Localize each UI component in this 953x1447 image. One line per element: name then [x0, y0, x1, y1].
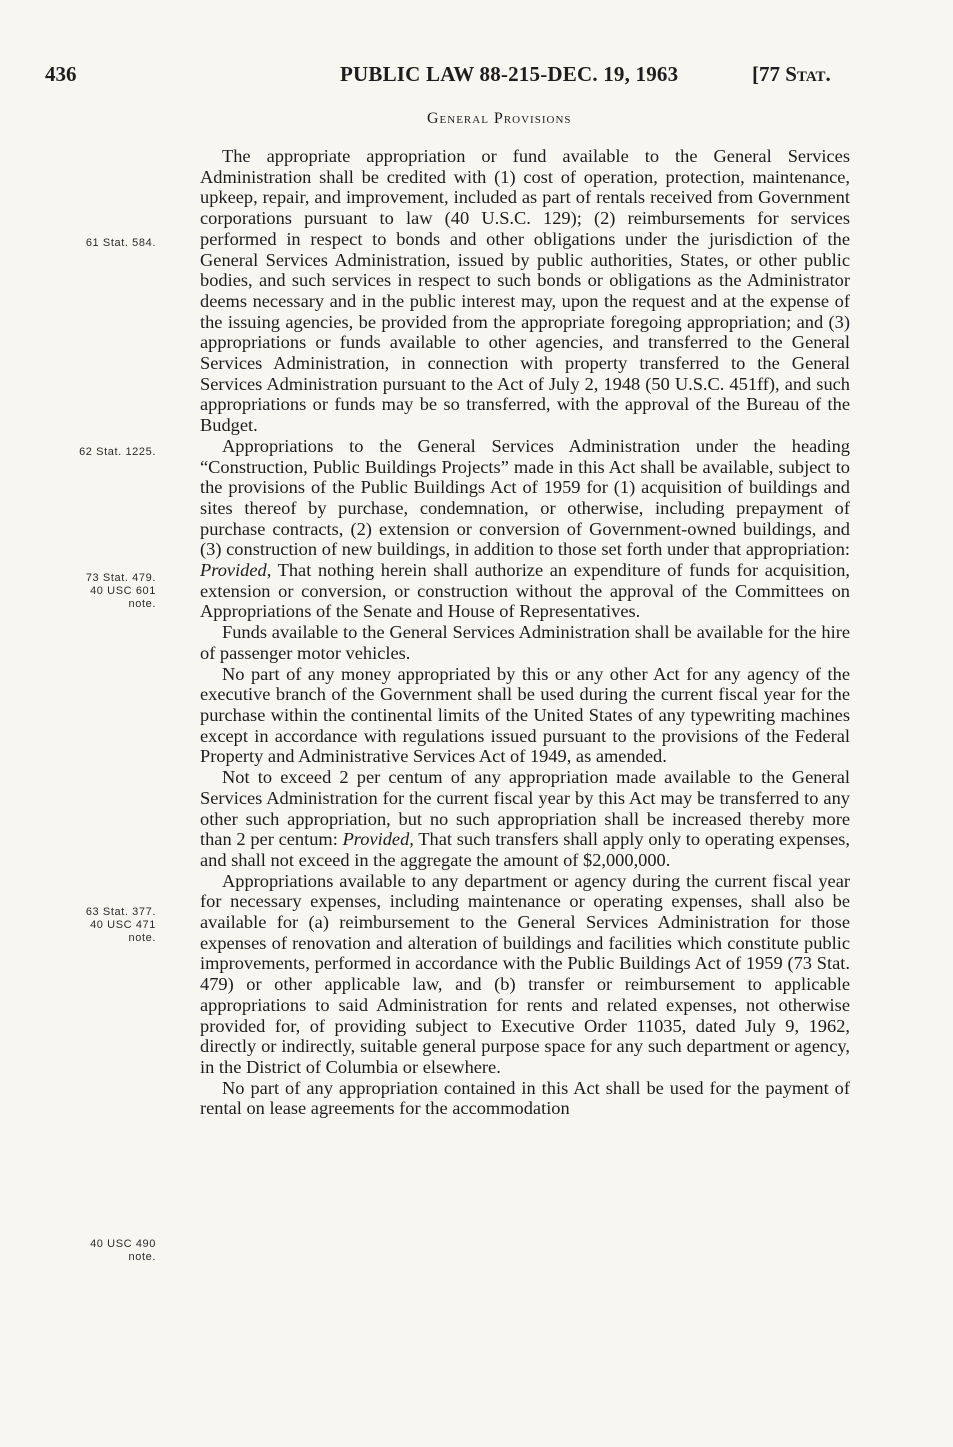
- proviso-word: Provided,: [200, 560, 272, 581]
- paragraph-text: That such transfers shall apply only to operating expenses, and shall not exceed in the aggregate the amount of $2,000,000.: [200, 829, 850, 870]
- paragraph: [200, 767, 850, 871]
- volume-prefix: [77: [752, 62, 786, 86]
- paragraph-text: Appropriations to the General Services Administration under the heading “Construction, Public Buildings Projects” made in this Act shall be available, subject to the provisions of the Public Buildings Act of 1959 for (1) acquisition of buildings and sites thereof by purchase, condemnation, or otherwise, including prepayment of purchase contracts, (2) extension or conversion of Government-owned buildings, and (3) construction of new buildings, in addition to those set forth under that appropriation:: [200, 435, 850, 560]
- margin-note-line: 73 Stat. 479.: [85, 572, 156, 584]
- margin-note-line: 62 Stat. 1225.: [79, 446, 156, 458]
- paragraph: [200, 664, 850, 768]
- paragraph: [200, 871, 850, 1078]
- paragraph-text: No part of any appropriation contained in this Act shall be used for the payment of rental on lease agreements for the accommodation: [200, 1077, 850, 1119]
- volume-suffix: Stat.: [785, 62, 831, 86]
- paragraph-text: Not to exceed 2 per centum of any appropriation made available to the General Services Administration for the current fiscal year by this Act may be transferred to any other such appropriation, but no such appropriation shall be increased thereby more than 2 per centum:: [200, 767, 850, 850]
- paragraph-text: Appropriations available to any department or agency during the current fiscal year for necessary expenses, including maintenance or operating expenses, shall also be available for (a) reimbursement to the General Services Administration for those expenses of renovation and alteration of buildings and facilities which constitute public improvements, performed in accordance with the Public Buildings Act of 1959 (73 Stat. 479) or other applicable law, and (b) transfer or reimbursement to applicable appropriations to said Administration for rents and related expenses, not otherwise provided for, of providing subject to Executive Order 11035, dated July 9, 1962, directly or indirectly, suitable general purpose space for any such department or agency, in the District of Columbia or elsewhere.: [200, 870, 850, 1077]
- running-title: PUBLIC LAW 88-215-DEC. 19, 1963: [340, 62, 679, 86]
- paragraph: [200, 146, 850, 436]
- body-text: [200, 146, 850, 1119]
- margin-note-line: note.: [128, 1251, 156, 1263]
- margin-note-line: note.: [128, 932, 156, 944]
- page-number: 436: [45, 62, 77, 86]
- margin-note-line: 40 USC 490: [90, 1238, 156, 1250]
- section-heading: General Provisions: [427, 110, 572, 127]
- margin-note: [50, 237, 156, 250]
- volume-reference: [752, 62, 831, 87]
- margin-note: [50, 446, 156, 459]
- paragraph-text: Funds available to the General Services Administration shall be available for the hire of passenger motor vehicles.: [200, 622, 850, 663]
- margin-note-line: 61 Stat. 584.: [85, 237, 156, 249]
- paragraph-text: No part of any money appropriated by this or any other Act for any agency of the executive branch of the Government shall be used during the current fiscal year for the purchase within the continental limits of the United States of any typewriting machines except in accordance with regulations issued pursuant to the provisions of the Federal Property and Administrative Services Act of 1949, as amended.: [200, 663, 850, 767]
- margin-note: [50, 1238, 156, 1264]
- page-header: [0, 62, 953, 90]
- margin-note-line: 40 USC 601: [90, 585, 156, 597]
- margin-note-line: 63 Stat. 377.: [85, 906, 156, 918]
- paragraph: [200, 436, 850, 622]
- margin-note-line: note.: [128, 598, 156, 610]
- paragraph-text: The appropriate appropriation or fund available to the General Services Administration shall be credited with (1) cost of operation, protection, maintenance, upkeep, repair, and improvement, included as part of rentals received from Government corporations pursuant to law (40 U.S.C. 129); (2) reimbursements for services performed in respect to bonds and other obligations under the jurisdiction of the General Services Administration, issued by public authorities, States, or other public bodies, and such services in respect to such bonds or obligations as the Administrator deems necessary and in the public interest may, upon the request and at the expense of the issuing agencies, be provided from the appropriate foregoing appropriation; and (3) appropriations or funds available to other agencies, and transferred to the General Services Administration, in connection with property transferred to the General Services Administration pursuant to the Act of July 2, 1948 (50 U.S.C. 451ff), and such appropriations or funds may be so transferred, with the approval of the Bureau of the Budget.: [200, 146, 850, 436]
- paragraph: [200, 622, 850, 663]
- margin-note-line: 40 USC 471: [90, 919, 156, 931]
- margin-note: [50, 906, 156, 945]
- proviso-word: Provided,: [342, 829, 414, 850]
- paragraph: [200, 1078, 850, 1119]
- margin-note: [50, 572, 156, 611]
- paragraph-text: That nothing herein shall authorize an expenditure of funds for acquisition, extension or conversion, or construction without the approval of the Committees on Appropriations of the Senate and House of Representatives.: [200, 560, 850, 622]
